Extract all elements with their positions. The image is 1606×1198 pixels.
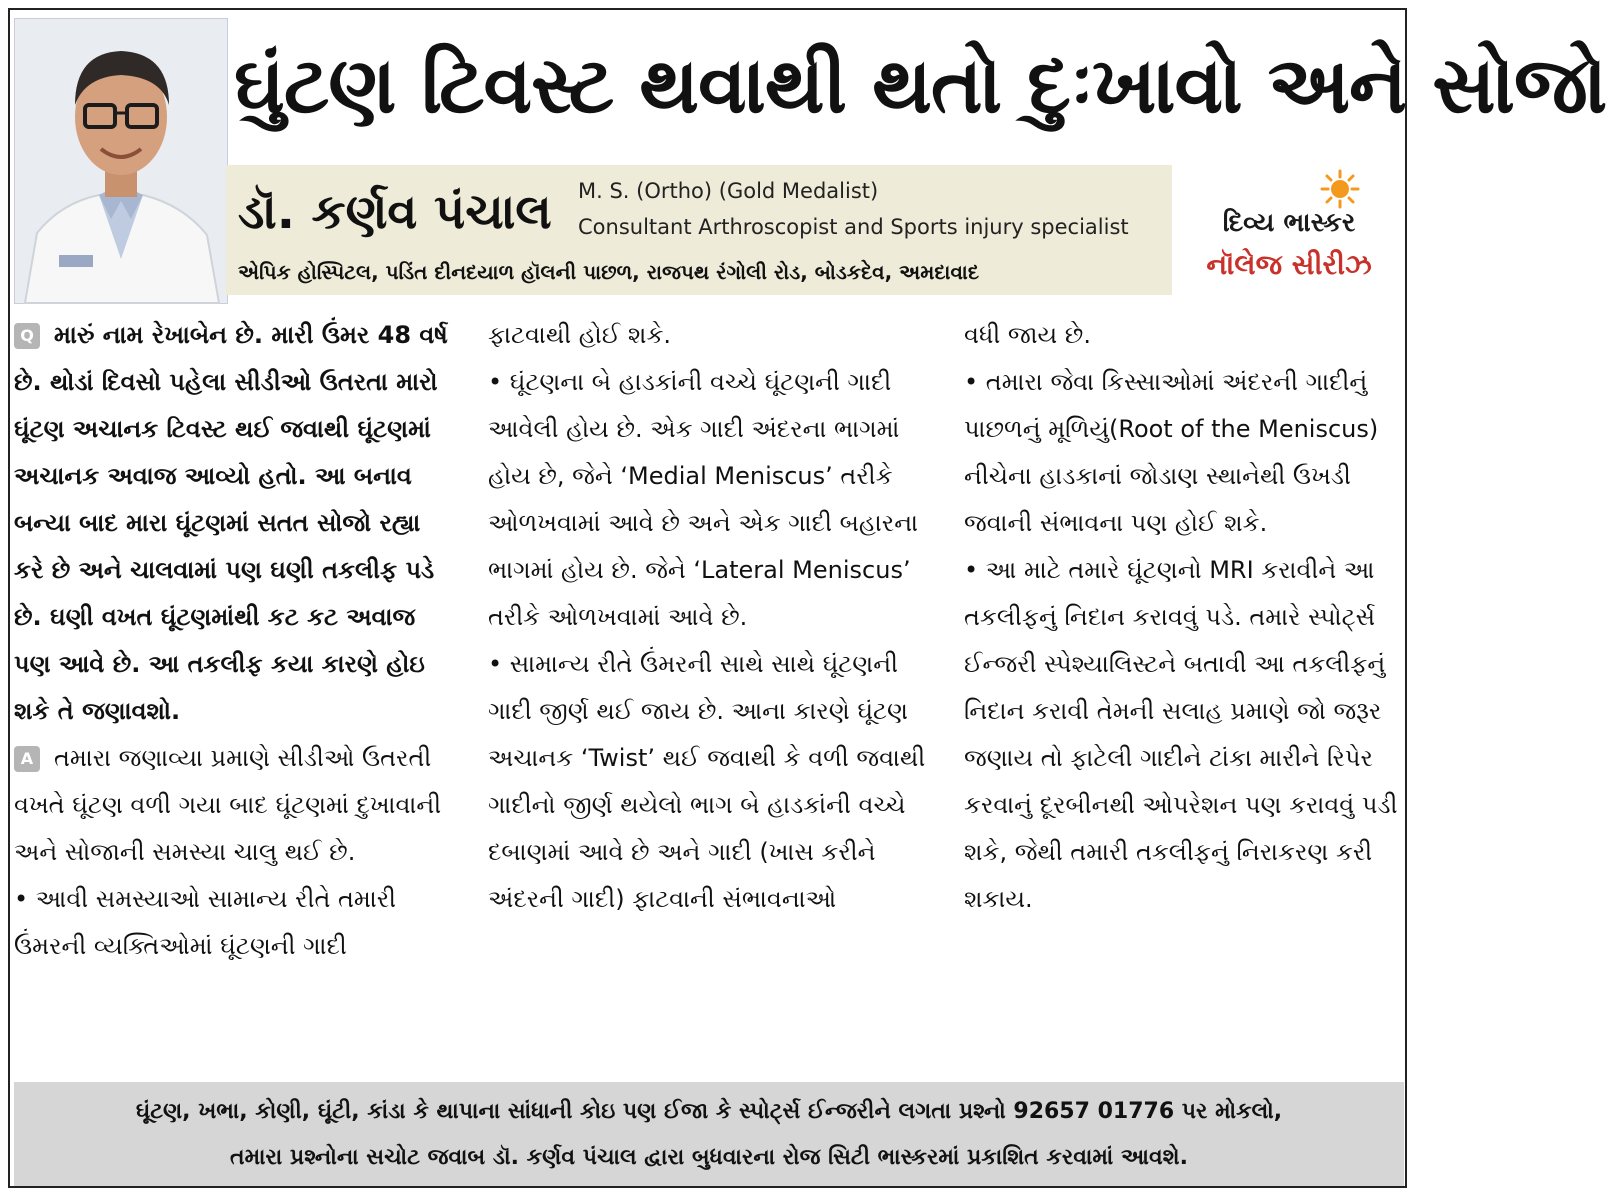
sun-logo-icon — [1320, 169, 1360, 209]
question-badge: Q — [14, 323, 40, 349]
answer-point-1: • આવી સમસ્યાઓ સામાન્ય રીતે તમારી ઉંમરની વ્યક્તિઓમાં ઘૂંટણની ગાદી — [14, 885, 396, 960]
doctor-portrait-illustration — [15, 19, 227, 303]
article-column-1 — [14, 312, 456, 1064]
doctor-name: ડૉ. કર્ણવ પંચાલ — [238, 184, 552, 240]
question-text: મારું નામ રેખાબેન છે. મારી ઉંમર 48 વર્ષ છે. થોડાં દિવસો પહેલા સીડીઓ ઉતરતા મારો ઘૂંટણ અચાનક ટિવસ્ટ થઈ જવાથી ઘૂંટણમાં અચાનક અવાજ આવ્યો હતો. આ બનાવ બન્યા બાદ મારા ઘૂંટણમાં સતત સોજો રહ્યા કરે છે અને ચાલવામાં પણ ઘણી તકલીફ પડે છે. ઘણી વખત ઘૂંટણમાંથી કટ કટ અવાજ પણ આવે છે. આ તકલીફ કયા કારણે હોઇ શકે તે જણાવશો. — [14, 321, 448, 725]
doctor-degree: M. S. (Ortho) (Gold Medalist) — [578, 179, 879, 203]
article-column-2 — [488, 312, 932, 1064]
answer-badge: A — [14, 746, 40, 772]
doctor-byline — [226, 165, 1172, 295]
footer-notice — [14, 1082, 1404, 1186]
answer-point-4: • તમારા જેવા કિસ્સાઓમાં અંદરની ગાદીનું પાછળનું મૂળિયું(Root of the Meniscus) નીચેના હાડકાનાં જોડાણ સ્થાનેથી ઉખડી જવાની સંભાવના પણ હોઈ શકે. — [964, 368, 1379, 537]
article-column-3 — [964, 312, 1404, 1064]
answer-point-5: • આ માટે તમારે ઘૂંટણનો MRI કરાવીને આ તકલીફનું નિદાન કરાવવું પડે. તમારે સ્પોર્ટ્સ ઈન્જરી સ્પેશ્યાલિસ્ટને બતાવી આ તકલીફનું નિદાન કરાવી તેમની સલાહ પ્રમાણે જો જરૂર જણાય તો ફાટેલી ગાદીને ટાંકા મારીને રિપેર કરવાનું દૂરબીનથી ઓપરેશન પણ કરાવવું પડી શકે, જેથી તમારી તકલીફનું નિરાકરણ કરી શકાય. — [964, 556, 1398, 913]
answer-intro-paragraph — [14, 735, 456, 876]
brand-block — [1180, 165, 1398, 295]
footer-line-2: તમારા પ્રશ્નોના સચોટ જવાબ ડૉ. કર્ણવ પંચાલ દ્વારા બુધવારના રોજ સિટી ભાસ્કરમાં પ્રકાશિત કરવામાં આવશે. — [230, 1145, 1188, 1170]
answer-point-3-continued: વધી જાય છે. — [964, 321, 1091, 349]
question-paragraph — [14, 312, 456, 735]
answer-point-3: • સામાન્ય રીતે ઉંમરની સાથે સાથે ઘૂંટણની ગાદી જીર્ણ થઈ જાય છે. આના કારણે ઘૂંટણ અચાનક ‘Twist’ થઈ જવાથી કે વળી જવાથી ગાદીનો જીર્ણ થયેલો ભાગ બે હાડકાંની વચ્ચે દબાણમાં આવે છે અને ગાદી (ખાસ કરીને અંદરની ગાદી) ફાટવાની સંભાવનાઓ — [488, 650, 926, 913]
hospital-address: એપિક હોસ્પિટલ, પડિંત દીનદયાળ હૉલની પાછળ, રાજપથ રંગોલી રોડ, બોડકદેવ, અમદાવાદ — [238, 260, 979, 284]
brand-name: દિવ્ય ભાસ્કર — [1222, 208, 1356, 238]
article-title: ઘુંટણ ટિવસ્ટ થવાથી થતો દુઃખાવો અને સોજો — [234, 41, 1606, 131]
brand-series: નૉલેજ સીરીઝ — [1206, 248, 1372, 281]
footer-line-1: ઘૂંટણ, ખભા, કોણી, ઘૂંટી, કાંડા કે થાપાના સાંધાની કોઇ પણ ઈજા કે સ્પોર્ટ્સ ઈન્જરીને લગતા પ્રશ્નો 92657 01776 પર મોકલો, — [135, 1099, 1283, 1124]
answer-intro-text: તમારા જણાવ્યા પ્રમાણે સીડીઓ ઉતરતી વખતે ઘૂંટણ વળી ગયા બાદ ઘૂંટણમાં દુખાવાની અને સોજાની સમસ્યા ચાલુ થઈ છે. — [14, 744, 442, 866]
answer-point-2: • ઘૂંટણના બે હાડકાંની વચ્ચે ઘૂંટણની ગાદી આવેલી હોય છે. એક ગાદી અંદરના ભાગમાં હોય છે, જેને ‘Medial Meniscus’ તરીકે ઓળખવામાં આવે છે અને એક ગાદી બહારના ભાગમાં હોય છે. જેને ‘Lateral Meniscus’ તરીકે ઓળખવામાં આવે છે. — [488, 368, 918, 631]
answer-point-1-continued: ફાટવાથી હોઈ શકે. — [488, 321, 672, 349]
doctor-designation: Consultant Arthroscopist and Sports injury specialist — [578, 215, 1129, 239]
doctor-photo — [14, 18, 228, 304]
